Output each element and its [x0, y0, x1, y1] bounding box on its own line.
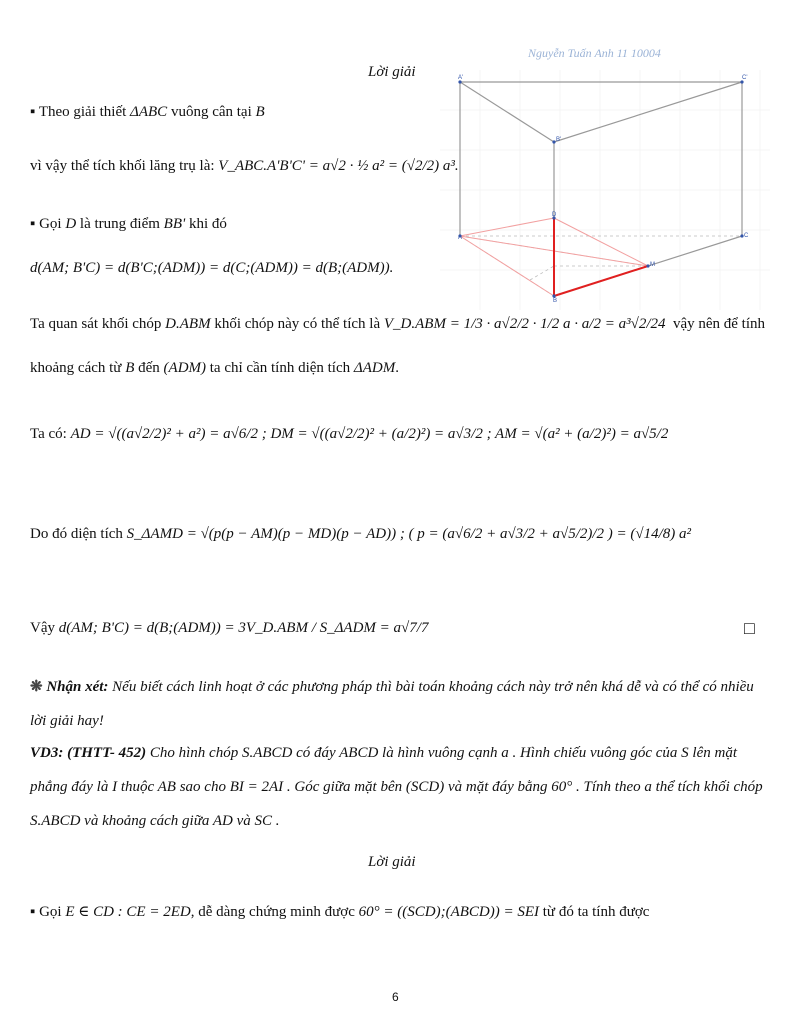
last-line: ▪ Gọi E ∈ CD : CE = 2ED, dễ dàng chứng minh được 60° = ((SCD);(ABCD)) = SEI từ đó ta tính được — [30, 904, 650, 920]
line-8: Do đó diện tích S_ΔAMD = √(p(p − AM)(p − MD)(p − AD)) ; ( p = (a√6/2 + a√3/2 + a√5/2)/2 ) = (√14/8) a² — [30, 526, 692, 542]
bullet: ▪ — [30, 216, 36, 232]
prism-volume-formula: V_ABC.A'B'C' = a√2 · ½ a² = (√2/2) a³. — [218, 158, 459, 174]
label-a: A — [458, 235, 463, 241]
example-vd3: VD3: (THTT- 452) Cho hình chóp S.ABCD có đáy ABCD là hình vuông cạnh a . Hình chiếu vuông góc của S lên mặt phẳng đáy là I thuộc AB sao cho BI = 2AI . Góc giữa mặt bên (SCD) và mặt đáy bằng 60° . Tính theo a thể tích khối chóp S.ABCD và khoảng cách giữa AD và SC . — [30, 745, 763, 829]
label-d: D — [552, 212, 557, 218]
side-lengths-formula: AD = √((a√2/2)² + a²) = a√6/2 ; DM = √((a√2/2)² + (a/2)²) = a√3/2 ; AM = √(a² + (a/2)²) = a√5/2 — [70, 426, 669, 442]
label-c1: C' — [742, 75, 748, 81]
label-a1: A' — [458, 75, 464, 81]
bullet: ▪ — [30, 104, 36, 120]
line-7: Ta có: AD = √((a√2/2)² + a²) = a√6/2 ; DM = √((a√2/2)² + (a/2)²) = a√3/2 ; AM = √(a² + (a/2)²) = a√5/2 — [30, 426, 669, 442]
label-b: B — [553, 298, 558, 304]
bullet: ▪ — [30, 904, 36, 920]
line-4: d(AM; B'C) = d(B'C;(ADM)) = d(C;(ADM)) = d(B;(ADM)). — [30, 260, 394, 276]
pyramid-volume-formula: V_D.ABM = 1/3 · a√2/2 · 1/2 a · a/2 = a³√2/24 — [383, 316, 666, 332]
header-note: Nguyễn Tuấn Anh 11 10004 — [528, 46, 661, 60]
line-9: Vậy d(AM; B'C) = d(B;(ADM)) = 3V_D.ABM / S_ΔADM = a√7/7 — [30, 620, 429, 636]
line-2: vì vậy thể tích khối lăng trụ là: V_ABC.A'B'C' = a√2 · ½ a² = (√2/2) a³. — [30, 158, 459, 174]
section-title-2: Lời giải — [368, 854, 416, 870]
line-3: ▪ Gọi D là trung điểm BB' khi đó — [30, 216, 227, 232]
star-icon: ❋ — [30, 679, 43, 695]
prism-figure — [440, 70, 770, 310]
line-1: ▪ Theo giải thiết ΔABC vuông cân tại B — [30, 104, 265, 120]
label-b1: B' — [556, 137, 562, 143]
page-number: 6 — [392, 990, 399, 1004]
distance-result-formula: d(AM; B'C) = d(B;(ADM)) = 3V_D.ABM / S_ΔADM = a√7/7 — [58, 620, 429, 636]
section-title: Lời giải — [368, 64, 416, 80]
line-6: khoảng cách từ B đến (ADM) ta chỉ cần tính diện tích ΔADM. — [30, 360, 399, 376]
heron-area-formula: S_ΔAMD = √(p(p − AM)(p − MD)(p − AD)) ; ( p = (a√6/2 + a√3/2 + a√5/2)/2 ) = (√14/8) a² — [126, 526, 692, 542]
line-5: Ta quan sát khối chóp D.ABM khối chóp này có thể tích là V_D.ABM = 1/3 · a√2/2 · 1/2 a · a/2 = a³√2/24 vậy nên để tính — [30, 316, 765, 332]
remark: ❋ Nhận xét: Nếu biết cách linh hoạt ở các phương pháp thì bài toán khoảng cách này trở nên khá dễ và có thể có nhiều lời giải hay! — [30, 679, 754, 729]
label-c: C — [744, 233, 749, 239]
end-of-proof-mark: □ — [744, 618, 755, 638]
angle-formula: 60° = ((SCD);(ABCD)) = SEI — [358, 904, 540, 920]
label-m: M — [650, 262, 655, 268]
